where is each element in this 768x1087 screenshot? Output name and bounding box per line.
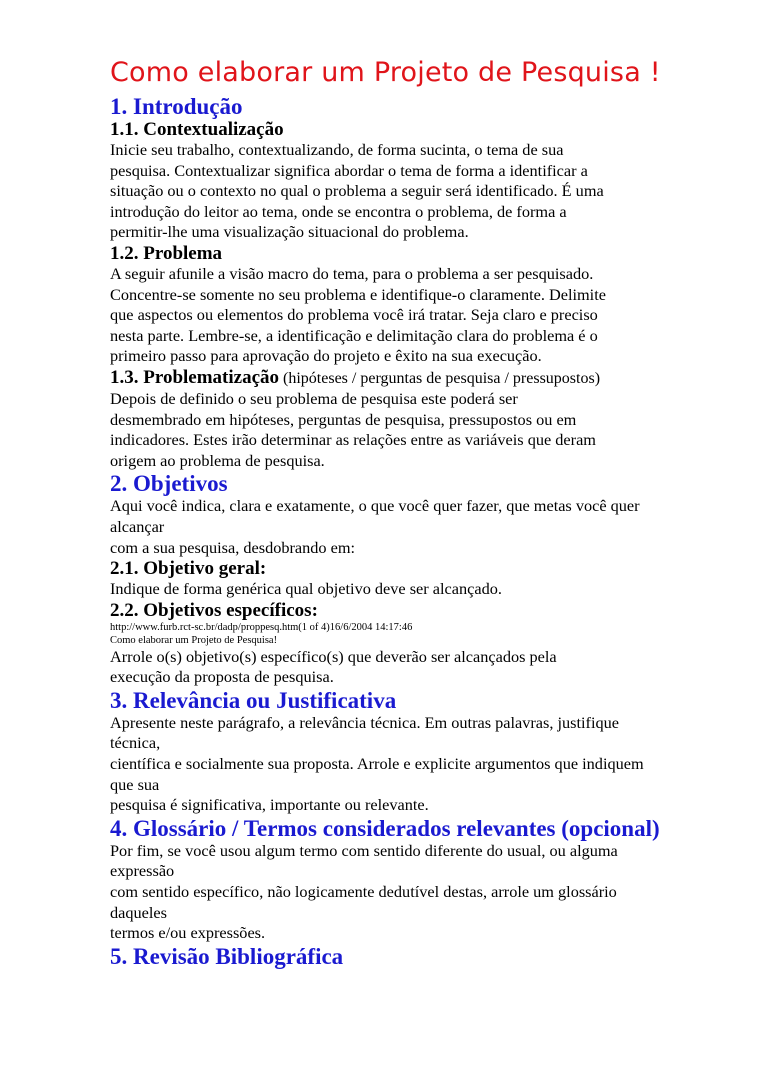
paragraph-line xyxy=(110,181,730,202)
paragraph-line xyxy=(110,346,730,367)
text: técnica, xyxy=(110,733,161,753)
text: pesquisa é significativa, importante ou relevante. xyxy=(110,795,429,815)
paragraph-line xyxy=(110,923,730,944)
paragraph-line xyxy=(110,754,730,775)
section-heading xyxy=(110,816,730,841)
paragraph-line xyxy=(110,795,730,816)
paragraph-line xyxy=(110,903,730,924)
paragraph-line xyxy=(110,305,730,326)
text: 1. Introdução xyxy=(110,94,243,119)
text: Apresente neste parágrafo, a relevância técnica. Em outras palavras, justifique xyxy=(110,712,620,732)
paragraph-line xyxy=(110,841,730,862)
paragraph-line xyxy=(110,285,730,306)
text: Depois de definido o seu problema de pesquisa este poderá ser xyxy=(110,388,518,408)
text: 1.3. Problematização xyxy=(110,366,280,388)
text: Inicie seu trabalho, contextualizando, de forma sucinta, o tema de sua xyxy=(110,140,564,159)
text: origem ao problema de pesquisa. xyxy=(110,450,325,470)
paragraph-line xyxy=(110,667,730,688)
text: 2.1. Objetivo geral: xyxy=(110,558,267,580)
paragraph-line xyxy=(110,538,730,559)
section-heading xyxy=(110,944,730,969)
subsection-heading xyxy=(110,600,730,621)
text: com a sua pesquisa, desdobrando em: xyxy=(110,537,356,557)
document-body xyxy=(110,94,730,969)
subsection-heading xyxy=(110,119,730,140)
paragraph-line xyxy=(110,451,730,472)
section-heading xyxy=(110,94,730,119)
text: alcançar xyxy=(110,516,165,536)
text: 3. Relevância ou Justificativa xyxy=(110,687,397,713)
text: Como elaborar um Projeto de Pesquisa! xyxy=(110,634,278,646)
subsection-heading xyxy=(110,558,730,579)
text: 2. Objetivos xyxy=(110,471,228,497)
text: permitir-lhe uma visualização situacional do problema. xyxy=(110,222,469,242)
text: 1.2. Problema xyxy=(110,242,223,264)
paragraph-line xyxy=(110,861,730,882)
paragraph-line xyxy=(110,326,730,347)
text: introdução do leitor ao tema, onde se encontra o problema, de forma a xyxy=(110,201,567,221)
text: Aqui você indica, clara e exatamente, o que você quer fazer, que metas você quer xyxy=(110,496,640,516)
text: com sentido específico, não logicamente dedutível destas, arrole um glossário xyxy=(110,882,617,902)
text: http://www.furb.rct-sc.br/dadp/proppesq.htm(1 of 4)16/6/2004 14:17:46 xyxy=(110,621,413,633)
paragraph-line xyxy=(110,161,730,182)
paragraph-line xyxy=(110,202,730,223)
heading-note: (hipóteses / perguntas de pesquisa / pressupostos) xyxy=(279,369,601,387)
paragraph-line xyxy=(110,517,730,538)
text: termos e/ou expressões. xyxy=(110,923,266,943)
text: desmembrado em hipóteses, perguntas de pesquisa, pressupostos ou em xyxy=(110,409,577,429)
text: indicadores. Estes irão determinar as relações entre as variáveis que deram xyxy=(110,430,596,450)
text: científica e socialmente sua proposta. Arrole e explicite argumentos que indiquem xyxy=(110,754,644,774)
paragraph-line xyxy=(110,140,730,161)
text: 2.2. Objetivos específicos: xyxy=(110,599,318,621)
paragraph-line xyxy=(110,713,730,734)
subsection-heading xyxy=(110,367,730,389)
document-page xyxy=(110,54,730,969)
text: 5. Revisão Bibliográfica xyxy=(110,943,344,969)
document-title: Como elaborar um Projeto de Pesquisa ! xyxy=(110,57,661,88)
text: pesquisa. Contextualizar significa abordar o tema de forma a identificar a xyxy=(110,160,588,180)
text: execução da proposta de pesquisa. xyxy=(110,667,334,687)
paragraph-line xyxy=(110,222,730,243)
text: Por fim, se você usou algum termo com sentido diferente do usual, ou alguma xyxy=(110,840,618,860)
paragraph-line xyxy=(110,389,730,410)
subsection-heading xyxy=(110,243,730,264)
text: Indique de forma genérica qual objetivo deve ser alcançado. xyxy=(110,579,502,599)
text: expressão xyxy=(110,861,175,881)
paragraph-line xyxy=(110,579,730,600)
text: A seguir afunile a visão macro do tema, para o problema a ser pesquisado. xyxy=(110,263,594,283)
text: 4. Glossário / Termos considerados relevantes (opcional) xyxy=(110,815,660,841)
text: daqueles xyxy=(110,902,167,922)
text: Arrole o(s) objetivo(s) específico(s) que deverão ser alcançados pela xyxy=(110,646,557,666)
page-footer-line xyxy=(110,634,730,647)
text: 1.1. Contextualização xyxy=(110,119,284,140)
text: Concentre-se somente no seu problema e identifique-o claramente. Delimite xyxy=(110,284,606,304)
paragraph-line xyxy=(110,264,730,285)
text: primeiro passo para aprovação do projeto e êxito na sua execução. xyxy=(110,346,542,366)
section-heading xyxy=(110,471,730,496)
paragraph-line xyxy=(110,882,730,903)
text: situação ou o contexto no qual o problema a seguir será identificado. É uma xyxy=(110,181,604,201)
text: nesta parte. Lembre-se, a identificação e delimitação clara do problema é o xyxy=(110,325,598,345)
paragraph-line xyxy=(110,733,730,754)
text: que aspectos ou elementos do problema você irá tratar. Seja claro e preciso xyxy=(110,305,598,325)
paragraph-line xyxy=(110,647,730,668)
page-footer-line xyxy=(110,621,730,634)
paragraph-line xyxy=(110,410,730,431)
paragraph-line xyxy=(110,496,730,517)
section-heading xyxy=(110,688,730,713)
paragraph-line xyxy=(110,775,730,796)
paragraph-line xyxy=(110,430,730,451)
text: que sua xyxy=(110,774,160,794)
